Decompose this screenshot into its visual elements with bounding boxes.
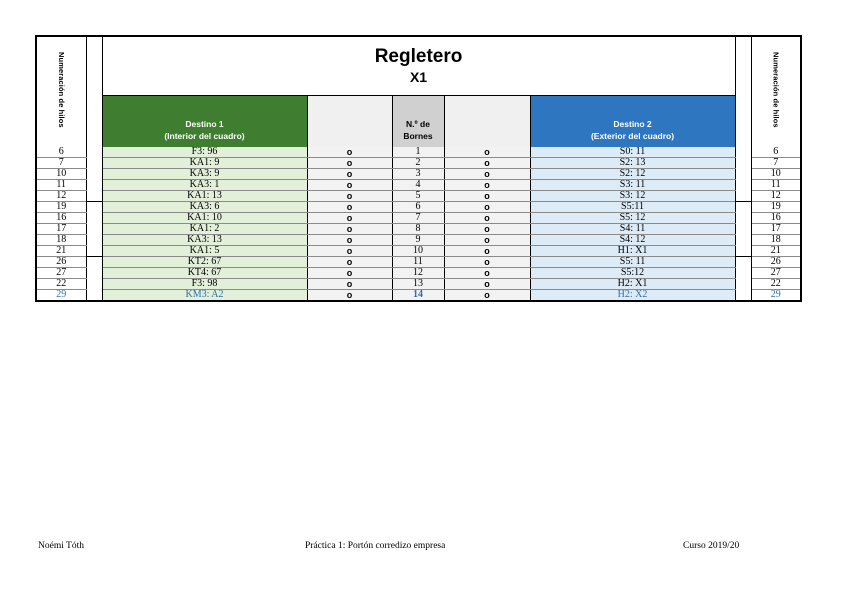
table-row — [36, 279, 801, 290]
marker-right-cell: o — [444, 191, 530, 202]
hilo-left-cell: 21 — [36, 246, 86, 257]
hilo-left-cell: 18 — [36, 235, 86, 246]
page-subtitle: X1 — [409, 69, 428, 86]
page-title: Regletero — [374, 46, 463, 68]
hilo-right-cell: 18 — [751, 235, 801, 246]
destino-2-cell: S2: 13 — [530, 158, 735, 169]
destino-2-cell: S4: 12 — [530, 235, 735, 246]
marker-right-cell: o — [444, 158, 530, 169]
header-blank-right — [444, 96, 530, 147]
group-spacer-right — [735, 202, 751, 257]
table-row — [36, 268, 801, 279]
table-row — [36, 246, 801, 257]
hilo-right-cell: 16 — [751, 213, 801, 224]
destino-1-cell: KA3: 6 — [102, 202, 307, 213]
hilo-right-cell: 22 — [751, 279, 801, 290]
destino-2-cell: S0: 11 — [530, 147, 735, 158]
borne-cell: 12 — [392, 268, 444, 279]
footer-author: Noémi Tóth — [38, 541, 85, 551]
marker-right-cell: o — [444, 290, 530, 302]
group-spacer-left — [86, 202, 102, 257]
marker-left-cell: o — [307, 246, 392, 257]
marker-right-cell: o — [444, 257, 530, 268]
regletero-sheet — [35, 35, 800, 363]
footer-course: Curso 2019/20 — [683, 541, 740, 551]
hilo-right-cell: 11 — [751, 180, 801, 191]
hilo-left-cell: 26 — [36, 257, 86, 268]
destino-2-cell: S3: 12 — [530, 191, 735, 202]
group-spacer-right — [735, 147, 751, 202]
destino-1-cell: KA1: 5 — [102, 246, 307, 257]
table-row — [36, 158, 801, 169]
group-spacer-left — [86, 257, 102, 302]
header-blank-left — [307, 96, 392, 147]
destino-2-cell: S3: 11 — [530, 180, 735, 191]
table-row — [36, 224, 801, 235]
marker-right-cell: o — [444, 224, 530, 235]
header-destino-1-line2: (Interior del cuadro) — [164, 130, 245, 141]
header-destino-2-line2: (Exterior del cuadro) — [590, 130, 675, 141]
destino-2-cell: S5: 12 — [530, 213, 735, 224]
marker-left-cell: o — [307, 290, 392, 302]
borne-cell: 9 — [392, 235, 444, 246]
borne-cell: 3 — [392, 169, 444, 180]
borne-cell: 1 — [392, 147, 444, 158]
title-cell — [102, 36, 735, 96]
marker-right-cell: o — [444, 180, 530, 191]
header-destino-2-line1: Destino 2 — [613, 118, 652, 129]
hilo-left-cell: 12 — [36, 191, 86, 202]
hilo-left-cell: 16 — [36, 213, 86, 224]
hilo-right-cell: 21 — [751, 246, 801, 257]
destino-2-cell: S2: 12 — [530, 169, 735, 180]
header-bornes-line2: Bornes — [403, 130, 433, 141]
destino-1-cell: KM3: A2 — [102, 290, 307, 302]
borne-cell: 7 — [392, 213, 444, 224]
destino-1-cell: KA1: 2 — [102, 224, 307, 235]
borne-cell: 5 — [392, 191, 444, 202]
borne-cell: 4 — [392, 180, 444, 191]
marker-right-cell: o — [444, 246, 530, 257]
table-row — [36, 147, 801, 158]
marker-left-cell: o — [307, 158, 392, 169]
destino-2-cell: S5: 11 — [530, 257, 735, 268]
right-spacer-header — [735, 36, 751, 147]
borne-cell: 6 — [392, 202, 444, 213]
footer-center: Práctica 1: Portón corredizo empresa — [305, 541, 446, 551]
borne-cell: 13 — [392, 279, 444, 290]
marker-right-cell: o — [444, 235, 530, 246]
destino-1-cell: KA3: 1 — [102, 180, 307, 191]
destino-1-cell: KA1: 13 — [102, 191, 307, 202]
hilo-left-cell: 19 — [36, 202, 86, 213]
destino-1-cell: KT4: 67 — [102, 268, 307, 279]
table-row — [36, 191, 801, 202]
header-bornes-line1: N.º de — [406, 118, 430, 129]
side-label-right-cell — [751, 36, 801, 147]
marker-right-cell: o — [444, 279, 530, 290]
group-spacer-left — [86, 147, 102, 202]
destino-2-cell: H1: X1 — [530, 246, 735, 257]
marker-right-cell: o — [444, 268, 530, 279]
marker-right-cell: o — [444, 147, 530, 158]
hilo-left-cell: 27 — [36, 268, 86, 279]
destino-1-cell: F3: 96 — [102, 147, 307, 158]
table-row — [36, 213, 801, 224]
hilo-right-cell: 7 — [751, 158, 801, 169]
borne-cell: 2 — [392, 158, 444, 169]
destino-1-cell: KA1: 9 — [102, 158, 307, 169]
table-row — [36, 290, 801, 302]
marker-right-cell: o — [444, 169, 530, 180]
marker-left-cell: o — [307, 235, 392, 246]
destino-1-cell: F3: 98 — [102, 279, 307, 290]
borne-cell: 11 — [392, 257, 444, 268]
header-destino-1 — [102, 96, 307, 147]
marker-left-cell: o — [307, 279, 392, 290]
hilo-right-cell: 12 — [751, 191, 801, 202]
hilo-left-cell: 7 — [36, 158, 86, 169]
marker-left-cell: o — [307, 224, 392, 235]
side-label-right: Numeración de hilos — [771, 51, 781, 128]
marker-left-cell: o — [307, 147, 392, 158]
table-row — [36, 169, 801, 180]
hilo-left-cell: 22 — [36, 279, 86, 290]
marker-left-cell: o — [307, 180, 392, 191]
table-row — [36, 235, 801, 246]
header-bornes — [392, 96, 444, 147]
terminal-table — [35, 35, 802, 302]
table-row — [36, 257, 801, 268]
marker-right-cell: o — [444, 202, 530, 213]
table-row — [36, 202, 801, 213]
borne-cell: 14 — [392, 290, 444, 302]
hilo-right-cell: 10 — [751, 169, 801, 180]
hilo-right-cell: 29 — [751, 290, 801, 302]
destino-2-cell: S5:11 — [530, 202, 735, 213]
marker-right-cell: o — [444, 213, 530, 224]
hilo-left-cell: 6 — [36, 147, 86, 158]
hilo-right-cell: 19 — [751, 202, 801, 213]
header-destino-2 — [530, 96, 735, 147]
borne-cell: 8 — [392, 224, 444, 235]
borne-cell: 10 — [392, 246, 444, 257]
destino-1-cell: KA3: 9 — [102, 169, 307, 180]
destino-2-cell: S5:12 — [530, 268, 735, 279]
side-label-left: Numeración de hilos — [56, 51, 66, 128]
marker-left-cell: o — [307, 169, 392, 180]
marker-left-cell: o — [307, 268, 392, 279]
hilo-right-cell: 26 — [751, 257, 801, 268]
destino-1-cell: KT2: 67 — [102, 257, 307, 268]
group-spacer-right — [735, 257, 751, 302]
marker-left-cell: o — [307, 213, 392, 224]
destino-2-cell: H2: X2 — [530, 290, 735, 302]
header-destino-1-line1: Destino 1 — [185, 118, 224, 129]
table-row — [36, 180, 801, 191]
destino-1-cell: KA1: 10 — [102, 213, 307, 224]
left-spacer-header — [86, 36, 102, 147]
hilo-right-cell: 27 — [751, 268, 801, 279]
hilo-left-cell: 17 — [36, 224, 86, 235]
hilo-left-cell: 10 — [36, 169, 86, 180]
hilo-left-cell: 11 — [36, 180, 86, 191]
destino-2-cell: S4: 11 — [530, 224, 735, 235]
destino-2-cell: H2: X1 — [530, 279, 735, 290]
marker-left-cell: o — [307, 257, 392, 268]
destino-1-cell: KA3: 13 — [102, 235, 307, 246]
marker-left-cell: o — [307, 191, 392, 202]
hilo-right-cell: 6 — [751, 147, 801, 158]
side-label-left-cell — [36, 36, 86, 147]
hilo-right-cell: 17 — [751, 224, 801, 235]
marker-left-cell: o — [307, 202, 392, 213]
hilo-left-cell: 29 — [36, 290, 86, 302]
